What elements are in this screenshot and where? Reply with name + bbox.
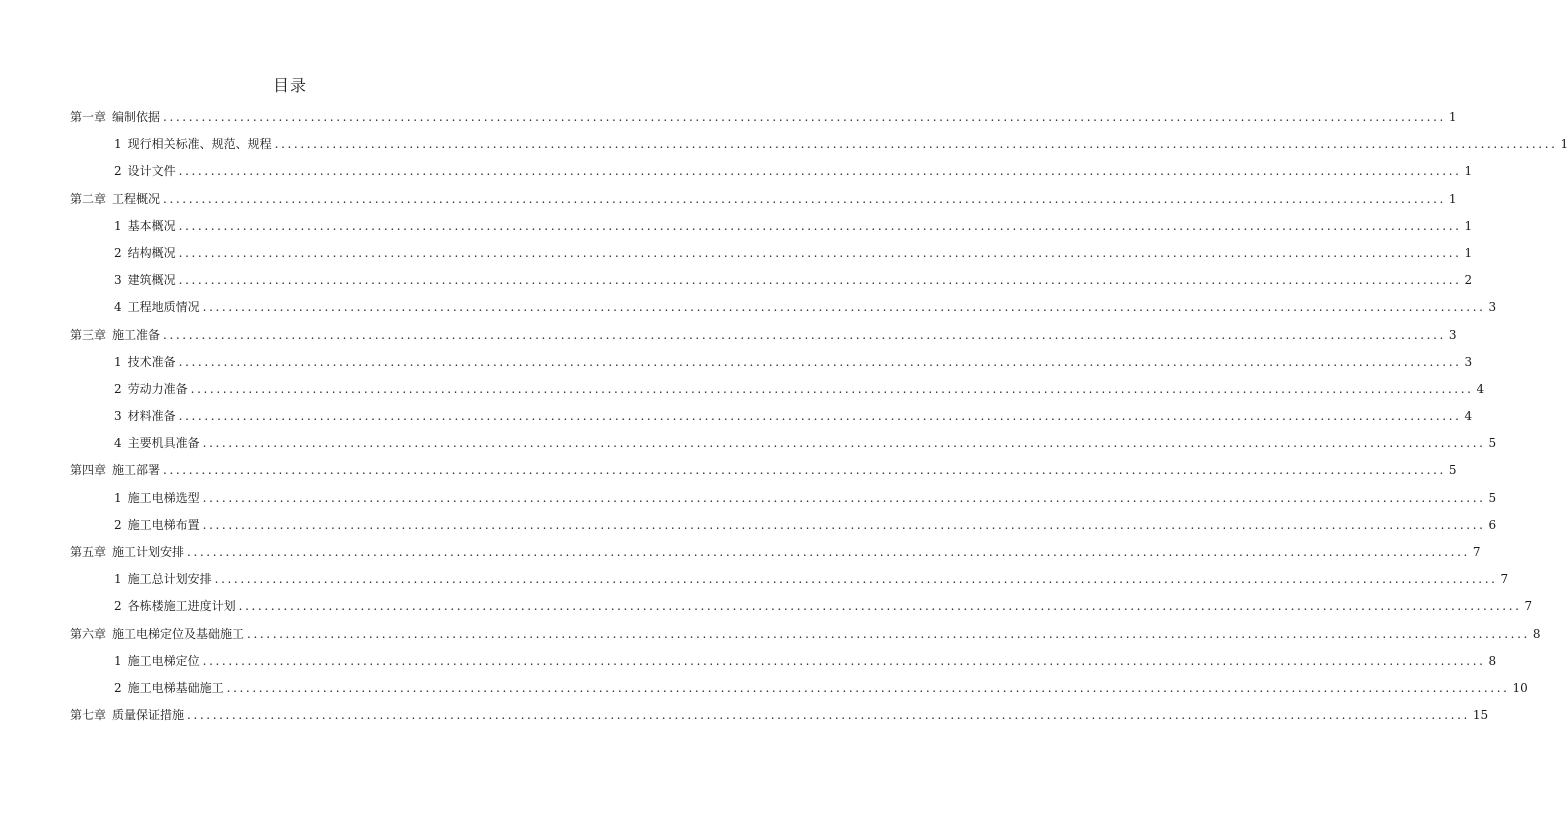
toc-entry-text: 工程概况 xyxy=(112,191,161,206)
toc-entry-label xyxy=(114,434,200,451)
toc-entry-text: 材料准备 xyxy=(127,409,176,424)
toc-entry-label xyxy=(114,162,176,179)
toc-entry-label xyxy=(114,217,176,234)
toc-entry-number: 1 xyxy=(114,572,122,587)
toc-section-entry[interactable] xyxy=(70,652,1497,679)
toc-entry-number: 1 xyxy=(114,354,122,369)
toc-entry-label xyxy=(114,679,224,696)
toc-entry-label xyxy=(114,271,176,288)
toc-dot-leader: ........................................................................................................................................................................................................ xyxy=(202,653,1486,668)
toc-entry-text: 施工电梯布置 xyxy=(127,517,200,532)
toc-page-number: 7 xyxy=(1472,545,1481,559)
toc-entry-text: 质量保证措施 xyxy=(112,708,185,723)
toc-entry-number: 1 xyxy=(114,490,122,505)
toc-page-number: 1 xyxy=(1464,245,1473,260)
toc-section-entry[interactable] xyxy=(70,407,1473,434)
toc-page-number: 15 xyxy=(1472,708,1489,723)
toc-entry-number: 第二章 xyxy=(70,191,107,206)
toc-section-entry[interactable] xyxy=(70,244,1473,271)
toc-dot-leader: ........................................................................................................................................................................................................ xyxy=(178,245,1462,260)
toc-entry-number: 2 xyxy=(114,680,122,695)
toc-entry-label xyxy=(114,407,176,424)
toc-dot-leader: ........................................................................................................................................................................................................ xyxy=(178,409,1462,424)
toc-dot-leader: ........................................................................................................................................................................................................ xyxy=(163,327,1446,342)
toc-chapter-entry[interactable] xyxy=(70,326,1457,353)
toc-entry-text: 施工电梯定位 xyxy=(127,653,200,668)
toc-dot-leader: ........................................................................................................................................................................................................ xyxy=(187,708,1470,723)
toc-entry-number: 2 xyxy=(114,245,122,260)
toc-page-number: 5 xyxy=(1448,463,1457,478)
toc-entry-text: 各栋楼施工进度计划 xyxy=(127,599,236,614)
toc-entry-number: 第三章 xyxy=(70,327,107,342)
toc-entry-label xyxy=(70,625,244,642)
toc-entry-label xyxy=(114,570,212,587)
toc-page-number: 3 xyxy=(1464,354,1473,369)
toc-dot-leader: ........................................................................................................................................................................................................ xyxy=(202,517,1486,532)
toc-dot-leader: ........................................................................................................................................................................................................ xyxy=(163,463,1446,478)
toc-section-entry[interactable] xyxy=(70,162,1473,189)
toc-entry-label xyxy=(70,108,160,125)
toc-dot-leader: ........................................................................................................................................................................................................ xyxy=(178,273,1462,288)
toc-page-number: 1 xyxy=(1464,164,1473,179)
toc-entry-number: 第四章 xyxy=(70,463,107,478)
toc-page-number: 2 xyxy=(1464,273,1473,288)
toc-section-entry[interactable] xyxy=(70,489,1497,516)
toc-dot-leader: ........................................................................................................................................................................................................ xyxy=(202,436,1486,451)
toc-section-entry[interactable] xyxy=(70,135,1568,162)
toc-entry-label xyxy=(114,516,200,533)
toc-section-entry[interactable] xyxy=(70,298,1497,325)
toc-page-number: 4 xyxy=(1476,381,1485,396)
toc-entry-text: 现行相关标准、规范、规程 xyxy=(127,137,272,152)
toc-chapter-entry[interactable] xyxy=(70,461,1457,488)
toc-entry-number: 第六章 xyxy=(70,626,107,641)
toc-chapter-entry[interactable] xyxy=(70,190,1457,217)
toc-page-number: 7 xyxy=(1524,599,1533,614)
toc-entry-label xyxy=(70,190,160,207)
toc-dot-leader: ........................................................................................................................................................................................................ xyxy=(163,110,1446,124)
toc-section-entry[interactable] xyxy=(70,570,1509,597)
toc-page-number: 3 xyxy=(1488,300,1497,315)
toc-dot-leader: ........................................................................................................................................................................................................ xyxy=(274,137,1558,152)
toc-entry-text: 施工总计划安排 xyxy=(127,572,212,587)
toc-dot-leader: ........................................................................................................................................................................................................ xyxy=(214,572,1498,587)
toc-entry-number: 4 xyxy=(114,300,122,315)
toc-page-number: 5 xyxy=(1488,490,1497,505)
toc-entry-text: 基本概况 xyxy=(127,218,176,233)
toc-entry-number: 1 xyxy=(114,137,122,152)
toc-section-entry[interactable] xyxy=(70,516,1497,543)
toc-entry-number: 2 xyxy=(114,599,122,614)
toc-page-number: 1 xyxy=(1464,218,1473,233)
toc-entry-label xyxy=(70,706,184,723)
toc-entry-text: 设计文件 xyxy=(127,164,176,179)
toc-entry-label xyxy=(70,326,160,343)
toc-dot-leader: ........................................................................................................................................................................................................ xyxy=(178,218,1462,233)
toc-page-number: 5 xyxy=(1488,436,1497,451)
toc-entry-text: 编制依据 xyxy=(112,110,161,124)
toc-dot-leader: ........................................................................................................................................................................................................ xyxy=(190,381,1474,396)
toc-entry-text: 施工准备 xyxy=(112,327,161,342)
toc-dot-leader: ........................................................................................................................................................................................................ xyxy=(163,191,1446,206)
toc-entry-text: 主要机具准备 xyxy=(127,436,200,451)
toc-dot-leader: ........................................................................................................................................................................................................ xyxy=(247,626,1530,641)
toc-entry-label xyxy=(114,652,200,669)
toc-dot-leader: ........................................................................................................................................................................................................ xyxy=(178,354,1462,369)
toc-section-entry[interactable] xyxy=(70,217,1473,244)
toc-entry-number: 第七章 xyxy=(70,708,107,723)
toc-title: 目录 xyxy=(272,76,307,95)
toc-page-number: 1 xyxy=(1448,110,1457,124)
toc-entry-label xyxy=(114,244,176,261)
toc-dot-leader: ........................................................................................................................................................................................................ xyxy=(202,300,1486,315)
toc-entry-number: 1 xyxy=(114,653,122,668)
toc-entry-number: 3 xyxy=(114,409,122,424)
toc-entry-label xyxy=(114,353,176,370)
toc-entry-number: 4 xyxy=(114,436,122,451)
toc-entry-text: 结构概况 xyxy=(127,245,176,260)
toc-entry-number: 3 xyxy=(114,273,122,288)
toc-dot-leader: ........................................................................................................................................................................................................ xyxy=(202,490,1486,505)
toc-section-entry[interactable] xyxy=(70,380,1485,407)
toc-entry-text: 施工电梯定位及基础施工 xyxy=(112,626,245,641)
toc-dot-leader: ........................................................................................................................................................................................................ xyxy=(226,680,1510,695)
toc-section-entry[interactable] xyxy=(70,679,1528,706)
toc-section-entry[interactable] xyxy=(70,353,1473,380)
toc-entry-text: 施工部署 xyxy=(112,463,161,478)
toc-page-number: 1 xyxy=(1560,137,1568,152)
toc-page-number: 1 xyxy=(1448,191,1457,206)
toc-entry-label xyxy=(114,298,200,315)
table-of-contents xyxy=(70,108,1568,733)
toc-page-number: 8 xyxy=(1532,626,1541,641)
toc-page-number: 7 xyxy=(1500,572,1509,587)
toc-entry-text: 施工电梯基础施工 xyxy=(127,680,224,695)
toc-section-entry[interactable] xyxy=(70,597,1533,624)
toc-entry-text: 工程地质情况 xyxy=(127,300,200,315)
toc-entry-number: 2 xyxy=(114,164,122,179)
toc-entry-text: 施工电梯选型 xyxy=(127,490,200,505)
toc-chapter-entry[interactable] xyxy=(70,625,1541,652)
toc-page-number: 6 xyxy=(1488,517,1497,532)
toc-dot-leader: ........................................................................................................................................................................................................ xyxy=(238,599,1522,614)
toc-page-number: 4 xyxy=(1464,409,1473,424)
toc-chapter-entry[interactable] xyxy=(70,108,1457,135)
toc-chapter-entry[interactable] xyxy=(70,706,1489,733)
toc-entry-number: 2 xyxy=(114,381,122,396)
toc-entry-label xyxy=(70,461,160,478)
toc-entry-text: 施工计划安排 xyxy=(112,545,185,559)
toc-entry-label xyxy=(114,489,200,506)
toc-dot-leader: ........................................................................................................................................................................................................ xyxy=(178,164,1462,179)
toc-section-entry[interactable] xyxy=(70,434,1497,461)
toc-entry-label xyxy=(114,135,272,152)
toc-chapter-entry[interactable] xyxy=(70,543,1481,570)
toc-entry-text: 建筑概况 xyxy=(127,273,176,288)
toc-page-number: 3 xyxy=(1448,327,1457,342)
toc-page-number: 10 xyxy=(1512,680,1528,695)
toc-entry-number: 1 xyxy=(114,218,122,233)
toc-entry-label xyxy=(114,597,236,614)
toc-dot-leader: ........................................................................................................................................................................................................ xyxy=(187,545,1470,559)
toc-entry-label xyxy=(114,380,188,397)
toc-entry-label xyxy=(70,543,184,560)
toc-entry-number: 第一章 xyxy=(70,110,107,124)
toc-page-number: 8 xyxy=(1488,653,1497,668)
toc-entry-text: 技术准备 xyxy=(127,354,176,369)
toc-section-entry[interactable] xyxy=(70,271,1473,298)
toc-entry-number: 第五章 xyxy=(70,545,107,559)
toc-entry-text: 劳动力准备 xyxy=(127,381,188,396)
toc-entry-number: 2 xyxy=(114,517,122,532)
